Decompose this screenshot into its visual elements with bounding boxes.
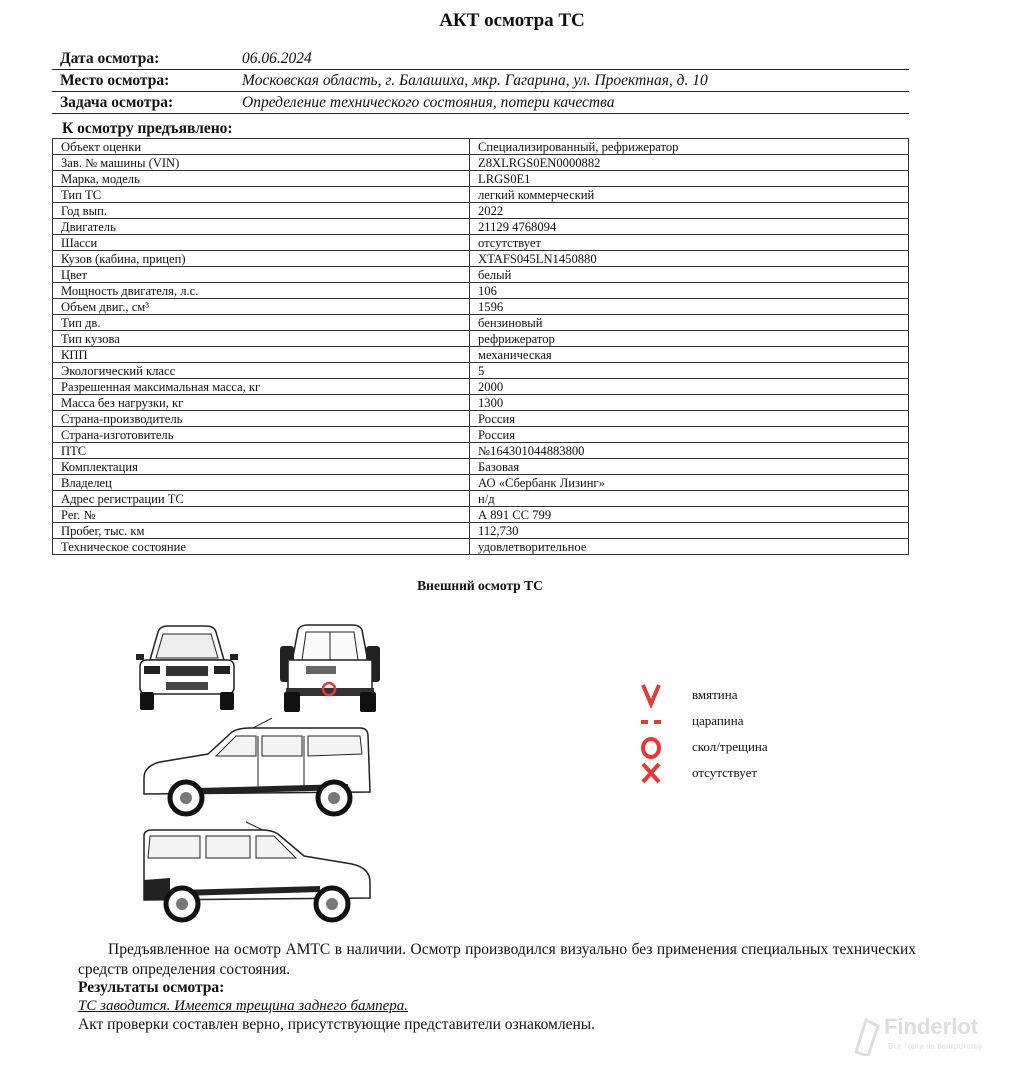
meta-row (52, 49, 909, 70)
spec-label-cell: Шасси (53, 235, 470, 251)
watermark (852, 1012, 1022, 1064)
spec-value-cell: АО «Сбербанк Лизинг» (470, 475, 909, 491)
spec-label-cell: Страна-производитель (53, 411, 470, 427)
spec-label-cell: Мощность двигателя, л.с. (53, 283, 470, 299)
spec-label-cell: Рег. № (53, 507, 470, 523)
spec-label-cell: Владелец (53, 475, 470, 491)
meta-label: Задача осмотра: (60, 94, 174, 111)
scratch-dash-icon (638, 708, 664, 734)
spec-value-cell: Россия (470, 427, 909, 443)
table-row (53, 411, 909, 427)
table-row (53, 395, 909, 411)
spec-value-cell: 1596 (470, 299, 909, 315)
spec-label-cell: Комплектация (53, 459, 470, 475)
spec-label-cell: Разрешенная максимальная масса, кг (53, 379, 470, 395)
table-row (53, 251, 909, 267)
meta-row (52, 71, 909, 92)
results-text: ТС заводится. Имеется трещина заднего бампера. (78, 998, 409, 1014)
inspection-meta (52, 49, 909, 115)
meta-value: Московская область, г. Балашиха, мкр. Гагарина, ул. Проектная, д. 10 (242, 72, 708, 89)
table-row (53, 155, 909, 171)
spec-value-cell: Базовая (470, 459, 909, 475)
table-row (53, 379, 909, 395)
watermark-subtitle: Все торги на банкротству (888, 1042, 982, 1051)
spec-label-cell: Адрес регистрации ТС (53, 491, 470, 507)
missing-x-icon (638, 760, 664, 786)
watermark-logo-icon (852, 1016, 882, 1056)
spec-label-cell: Объект оценки (53, 139, 470, 155)
inspection-paragraph: Предъявленное на осмотр АМТС в наличии. Осмотр производился визуально без применения специальных технических средств определения состояния. (78, 941, 916, 978)
presented-heading: К осмотру предъявлено: (62, 120, 233, 137)
spec-value-cell: 112,730 (470, 523, 909, 539)
car-rear-view-icon (278, 622, 382, 714)
table-row (53, 267, 909, 283)
results-heading: Результаты осмотра: (78, 979, 225, 996)
spec-value-cell: 106 (470, 283, 909, 299)
spec-label-cell: Тип дв. (53, 315, 470, 331)
legend-item-chip: скол/трещина (638, 734, 838, 760)
car-side-left-view-icon (140, 820, 376, 924)
damage-legend (638, 682, 838, 786)
spec-value-cell: Россия (470, 411, 909, 427)
table-row (53, 443, 909, 459)
spec-value-cell: 1300 (470, 395, 909, 411)
spec-value-cell: XTAFS045LN1450880 (470, 251, 909, 267)
table-row (53, 507, 909, 523)
chip-circle-icon (638, 734, 664, 760)
spec-label-cell: Зав. № машины (VIN) (53, 155, 470, 171)
meta-label: Дата осмотра: (60, 50, 160, 67)
spec-value-cell: 2022 (470, 203, 909, 219)
table-row (53, 315, 909, 331)
table-row (53, 331, 909, 347)
final-statement: Акт проверки составлен верно, присутствующие представители ознакомлены. (78, 1016, 596, 1033)
spec-value-cell: №164301044883800 (470, 443, 909, 459)
spec-label-cell: Тип ТС (53, 187, 470, 203)
table-row (53, 475, 909, 491)
table-row (53, 427, 909, 443)
meta-value: 06.06.2024 (242, 50, 312, 67)
car-side-right-view-icon (138, 718, 374, 818)
table-row (53, 459, 909, 475)
table-row (53, 219, 909, 235)
legend-item-missing: отсутствует (638, 760, 838, 786)
spec-value-cell: отсутствует (470, 235, 909, 251)
spec-value-cell: А 891 СС 799 (470, 507, 909, 523)
spec-label-cell: Двигатель (53, 219, 470, 235)
table-row (53, 187, 909, 203)
table-row (53, 299, 909, 315)
table-row (53, 363, 909, 379)
spec-value-cell: 5 (470, 363, 909, 379)
spec-value-cell: Специализированный, рефрижератор (470, 139, 909, 155)
watermark-brand: Finderlot (884, 1014, 979, 1039)
spec-label-cell: Тип кузова (53, 331, 470, 347)
spec-label-cell: ПТС (53, 443, 470, 459)
spec-value-cell: белый (470, 267, 909, 283)
spec-value-cell: 2000 (470, 379, 909, 395)
spec-label-cell: Техническое состояние (53, 539, 470, 555)
legend-item-dent: вмятина (638, 682, 838, 708)
spec-value-cell: механическая (470, 347, 909, 363)
spec-value-cell: удовлетворительное (470, 539, 909, 555)
spec-label-cell: Экологический класс (53, 363, 470, 379)
spec-value-cell: рефрижератор (470, 331, 909, 347)
table-row (53, 539, 909, 555)
table-row (53, 523, 909, 539)
table-row (53, 283, 909, 299)
spec-label-cell: КПП (53, 347, 470, 363)
spec-value-cell: 21129 4768094 (470, 219, 909, 235)
table-row (53, 235, 909, 251)
spec-value-cell: н/д (470, 491, 909, 507)
spec-label-cell: Пробег, тыс. км (53, 523, 470, 539)
exterior-heading: Внешний осмотр ТС (417, 578, 543, 593)
car-front-view-icon (136, 622, 238, 712)
spec-label-cell: Масса без нагрузки, кг (53, 395, 470, 411)
document-title: АКТ осмотра ТС (439, 10, 585, 31)
table-row (53, 139, 909, 155)
table-row (53, 203, 909, 219)
spec-label-cell: Марка, модель (53, 171, 470, 187)
spec-label-cell: Объем двиг., см³ (53, 299, 470, 315)
spec-label-cell: Страна-изготовитель (53, 427, 470, 443)
spec-label-cell: Год вып. (53, 203, 470, 219)
spec-value-cell: Z8XLRGS0EN0000882 (470, 155, 909, 171)
spec-value-cell: легкий коммерческий (470, 187, 909, 203)
table-row (53, 347, 909, 363)
spec-value-cell: бензиновый (470, 315, 909, 331)
meta-value: Определение технического состояния, потери качества (242, 94, 615, 111)
vehicle-spec-table (52, 138, 909, 555)
meta-label: Место осмотра: (60, 72, 170, 89)
table-row (53, 171, 909, 187)
spec-label-cell: Цвет (53, 267, 470, 283)
legend-item-scratch: царапина (638, 708, 838, 734)
table-row (53, 491, 909, 507)
meta-row (52, 93, 909, 114)
spec-value-cell: LRGS0E1 (470, 171, 909, 187)
dent-v-icon (638, 682, 664, 708)
spec-label-cell: Кузов (кабина, прицеп) (53, 251, 470, 267)
